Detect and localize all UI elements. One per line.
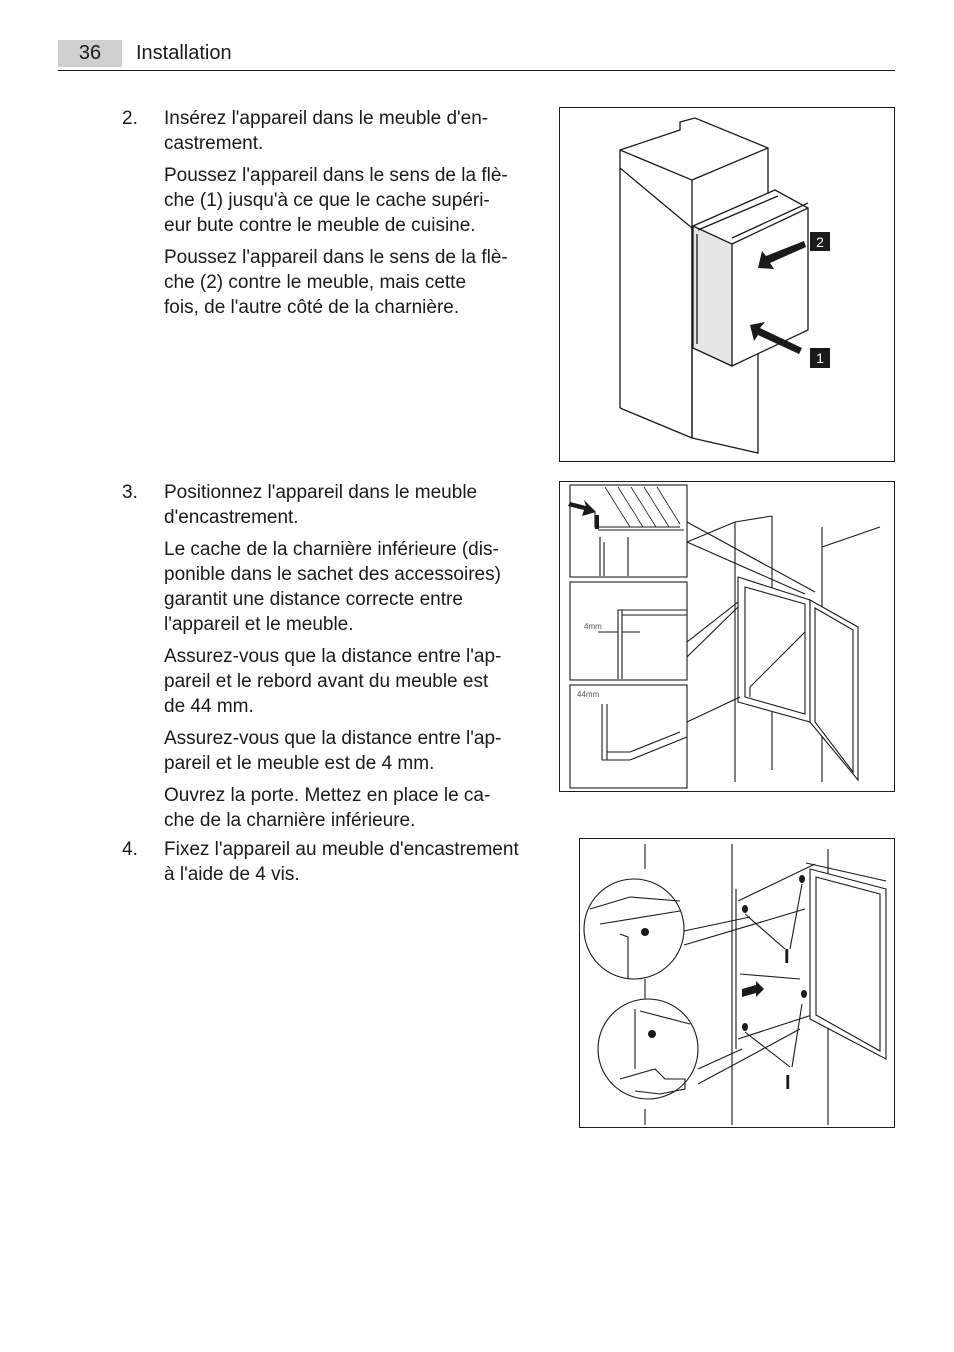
- fix-screws-illustration: [580, 839, 894, 1127]
- figure-insert-appliance: [559, 107, 895, 462]
- figure-fix-screws: [579, 838, 895, 1128]
- dim-4mm-label: 4mm: [584, 622, 602, 631]
- step-2: [122, 106, 532, 327]
- figure-positioning: [559, 481, 895, 792]
- section-title: Installation: [136, 42, 232, 64]
- positioning-illustration: [560, 482, 894, 791]
- step-paragraph: Fixez l'appareil au meuble d'encastrement à l'aide de 4 vis.: [164, 839, 519, 885]
- header-rule: [58, 70, 895, 71]
- step-number: 3.: [122, 482, 138, 503]
- step-number: 2.: [122, 108, 138, 129]
- step-paragraph: Poussez l'appareil dans le sens de la flè- che (2) contre le meuble, mais cette fois, de l'autre côté de la charnière.: [164, 247, 508, 318]
- step-number: 4.: [122, 839, 138, 860]
- screw-label-top: I: [784, 946, 790, 968]
- step-3: [122, 480, 532, 840]
- badge-2-label: 2: [816, 234, 824, 250]
- step-paragraph: Le cache de la charnière inférieure (dis- ponible dans le sachet des accessoires) garantit une distance correcte entre l'appareil et le meuble.: [164, 539, 501, 635]
- step-paragraph: Assurez-vous que la distance entre l'ap- pareil et le rebord avant du meuble est de 44 mm.: [164, 646, 502, 717]
- badge-1-label: 1: [816, 350, 824, 366]
- step-4: [122, 837, 532, 894]
- step-paragraph: Poussez l'appareil dans le sens de la flè- che (1) jusqu'à ce que le cache supéri- eur bute contre le meuble de cuisine.: [164, 165, 508, 236]
- step-paragraph: Ouvrez la porte. Mettez en place le ca- che de la charnière inférieure.: [164, 785, 491, 831]
- page-number: 36: [58, 40, 122, 67]
- screw-label-bottom: I: [785, 1072, 791, 1094]
- step-paragraph: Assurez-vous que la distance entre l'ap- pareil et le meuble est de 4 mm.: [164, 728, 502, 774]
- step-paragraph: Positionnez l'appareil dans le meuble d'encastrement.: [164, 482, 478, 528]
- dim-44mm-label: 44mm: [577, 690, 600, 699]
- step-paragraph: Insérez l'appareil dans le meuble d'en- castrement.: [164, 108, 489, 154]
- insert-appliance-illustration: [560, 108, 894, 461]
